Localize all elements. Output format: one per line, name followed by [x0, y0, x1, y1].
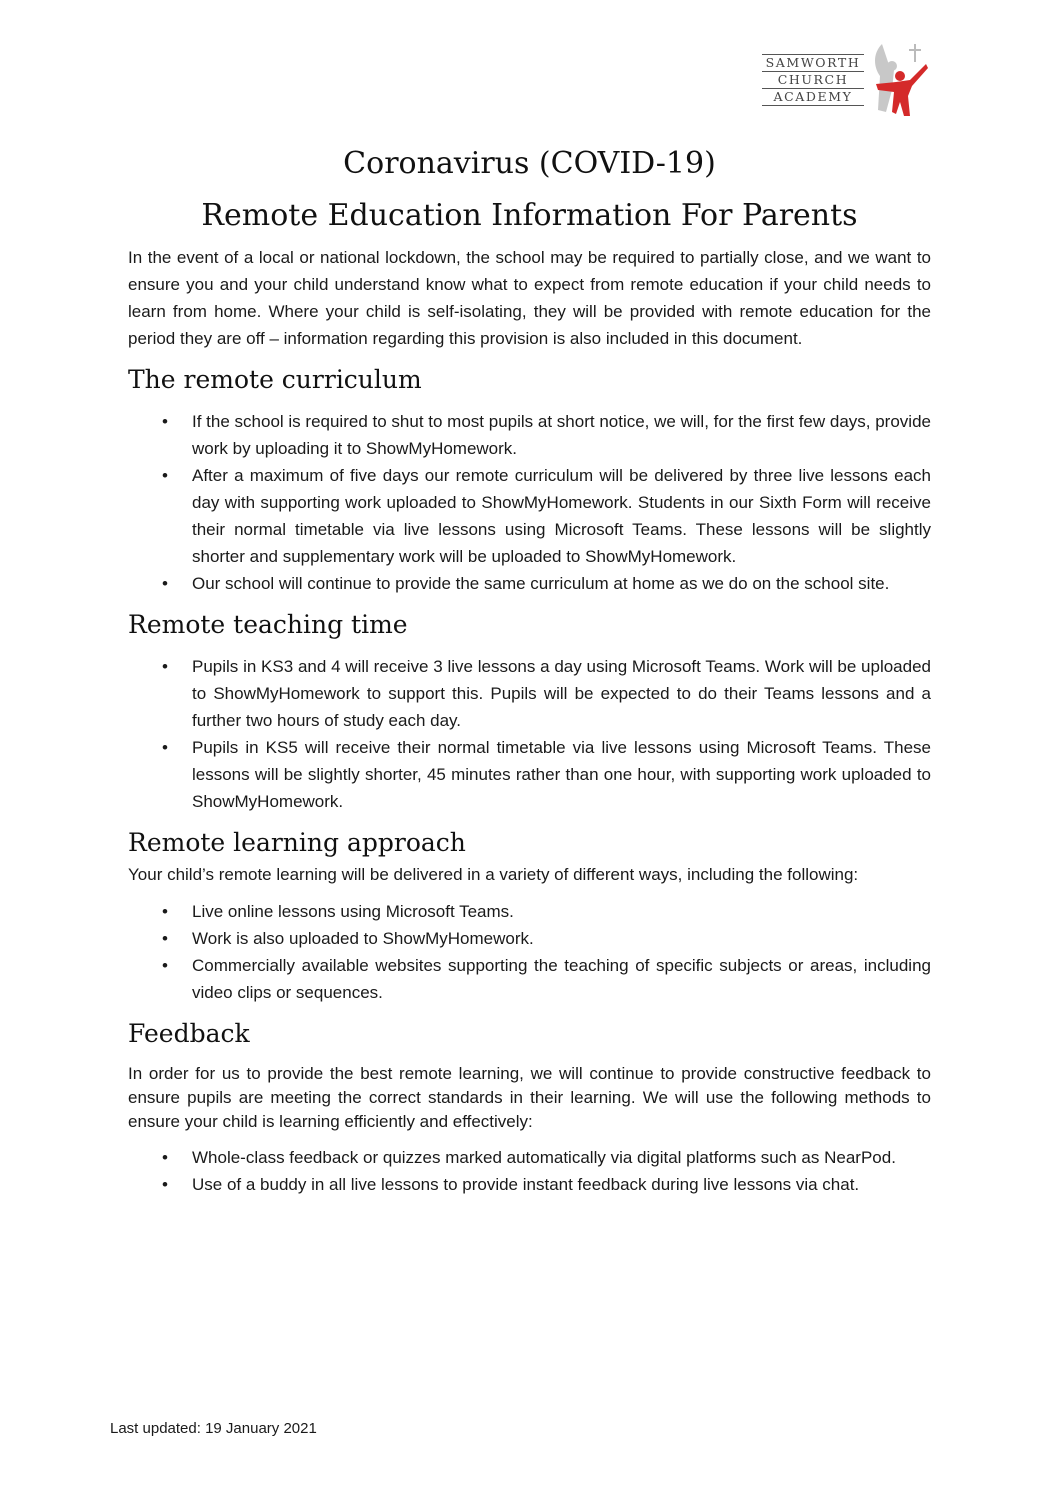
- section-heading: Feedback: [128, 1019, 250, 1048]
- list-item: • Pupils in KS5 will receive their normal timetable via live lessons using Microsoft Teams. These lessons will be slightly shorter, 45 minutes rather than one hour, with supporting work uploaded to ShowMyHomework.: [192, 734, 931, 815]
- list-item: • After a maximum of five days our remote curriculum will be delivered by three live lessons each day with supporting work uploaded to ShowMyHomework. Students in our Sixth Form will receive their normal timetable via live lessons using Microsoft Teams. These lessons will be slightly shorter and supplementary work will be uploaded to ShowMyHomework.: [192, 462, 931, 570]
- document-title: [0, 138, 1059, 242]
- intro-paragraph: In the event of a local or national lockdown, the school may be required to partially close, and we want to ensure you and your child understand know what to expect from remote education if your child needs to learn from home. Where your child is self-isolating, they will be provided with remote education for the period they are off – information regarding this provision is also included in this document.: [128, 248, 931, 348]
- logo-line: CHURCH: [762, 71, 864, 88]
- figures-cross-icon: [870, 40, 932, 120]
- list-item: • Live online lessons using Microsoft Teams.: [192, 898, 931, 925]
- bullet-list: [128, 898, 931, 1006]
- section-heading: The remote curriculum: [128, 365, 422, 394]
- title-line-1: Coronavirus (COVID-19): [343, 146, 716, 181]
- list-item: • Whole-class feedback or quizzes marked automatically via digital platforms such as NearPod.: [192, 1144, 931, 1171]
- section-heading: Remote teaching time: [128, 610, 408, 639]
- bullet-list: [128, 1144, 931, 1198]
- school-logo: [762, 40, 937, 120]
- logo-text: [762, 54, 864, 106]
- section-intro: In order for us to provide the best remote learning, we will continue to provide constructive feedback to ensure pupils are meeting the correct standards in their learning. We will use the following methods to ensure your child is learning efficiently and effectively:: [128, 1064, 931, 1131]
- bullet-list: [128, 653, 931, 815]
- last-updated-footer: Last updated: 19 January 2021: [110, 1420, 317, 1437]
- list-item: • Commercially available websites supporting the teaching of specific subjects or areas, including video clips or sequences.: [192, 952, 931, 1006]
- list-item: • Work is also uploaded to ShowMyHomework.: [192, 925, 931, 952]
- list-item: • Use of a buddy in all live lessons to provide instant feedback during live lessons via chat.: [192, 1171, 931, 1198]
- section-heading: Remote learning approach: [128, 828, 466, 857]
- list-item: • Our school will continue to provide the same curriculum at home as we do on the school site.: [192, 570, 931, 597]
- list-item: • Pupils in KS3 and 4 will receive 3 live lessons a day using Microsoft Teams. Work will be uploaded to ShowMyHomework to support this. Pupils will be expected to do their Teams lessons and a further two hours of study each day.: [192, 653, 931, 734]
- section-intro: Your child’s remote learning will be delivered in a variety of different ways, including the following:: [128, 865, 859, 884]
- document-body: [128, 244, 931, 1198]
- logo-line: SAMWORTH: [762, 54, 864, 71]
- logo-line: ACADEMY: [762, 88, 864, 106]
- list-item: • If the school is required to shut to most pupils at short notice, we will, for the first few days, provide work by uploading it to ShowMyHomework.: [192, 408, 931, 462]
- bullet-list: [128, 408, 931, 597]
- title-line-2: Remote Education Information For Parents: [201, 198, 858, 233]
